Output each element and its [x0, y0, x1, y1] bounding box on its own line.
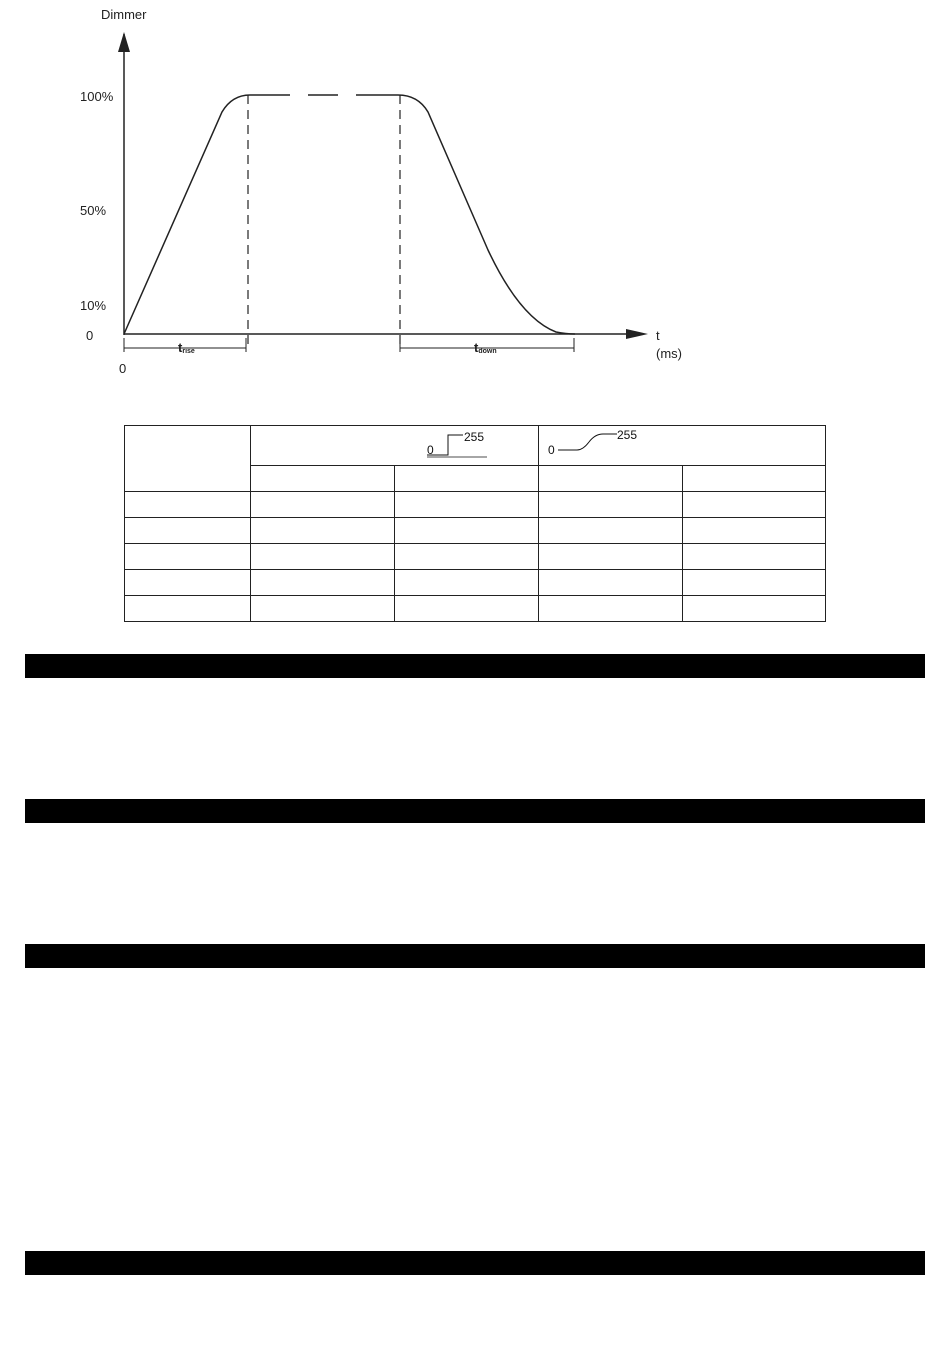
table-row — [125, 596, 826, 622]
table-cell — [683, 570, 826, 596]
table-cell — [683, 466, 826, 492]
y-axis-arrow-icon — [118, 32, 130, 52]
table-cell — [125, 518, 251, 544]
table-row — [125, 544, 826, 570]
table-cell — [125, 596, 251, 622]
dimmer-curve — [124, 95, 575, 334]
smooth-profile-high: 255 — [617, 428, 638, 442]
table-cell — [125, 544, 251, 570]
table-cell — [683, 596, 826, 622]
linear-profile-high: 255 — [464, 430, 485, 444]
section-header-bar — [25, 799, 925, 823]
linear-profile-low: 0 — [427, 443, 434, 457]
table-cell — [539, 492, 683, 518]
table-cell — [395, 544, 539, 570]
section-header-bar — [25, 944, 925, 968]
smooth-profile-header — [539, 426, 826, 466]
table-header-row — [125, 426, 826, 466]
x-axis-symbol: t — [656, 328, 660, 343]
smooth-curve-icon — [539, 426, 827, 466]
table-corner-cell — [125, 426, 251, 492]
x-axis-unit: (ms) — [656, 346, 682, 361]
table-cell — [683, 544, 826, 570]
section-header-bar — [25, 654, 925, 678]
down-label: tdown — [474, 340, 497, 355]
linear-step-icon — [251, 426, 539, 466]
linear-profile-header — [251, 426, 539, 466]
table-cell — [539, 518, 683, 544]
table-cell — [125, 570, 251, 596]
y-tick-50: 50% — [80, 203, 107, 218]
table-cell — [125, 492, 251, 518]
smooth-profile-low: 0 — [548, 443, 555, 457]
table-row — [125, 518, 826, 544]
table-cell — [251, 570, 395, 596]
y-tick-0: 0 — [86, 328, 94, 343]
table-cell — [683, 518, 826, 544]
y-axis-title: Dimmer — [101, 7, 147, 22]
table-cell — [395, 570, 539, 596]
table-cell — [683, 492, 826, 518]
table-cell — [539, 544, 683, 570]
y-tick-100: 100% — [80, 89, 114, 104]
section-header-bar — [25, 1251, 925, 1275]
x-origin-label: 0 — [119, 361, 127, 376]
table-cell — [251, 492, 395, 518]
table-cell — [251, 544, 395, 570]
y-tick-10: 10% — [80, 298, 107, 313]
dimmer-curve-table — [124, 425, 826, 622]
table-cell — [539, 596, 683, 622]
table-row — [125, 570, 826, 596]
table-cell — [539, 570, 683, 596]
table-cell — [395, 596, 539, 622]
table-row — [125, 492, 826, 518]
table-cell — [395, 518, 539, 544]
table-cell — [251, 466, 395, 492]
table-cell — [251, 518, 395, 544]
dimmer-curve-diagram — [0, 0, 950, 400]
table-cell — [395, 466, 539, 492]
table-cell — [539, 466, 683, 492]
x-axis-arrow-icon — [626, 329, 648, 339]
table-cell — [395, 492, 539, 518]
table-cell — [251, 596, 395, 622]
rise-label: trise — [178, 340, 195, 355]
